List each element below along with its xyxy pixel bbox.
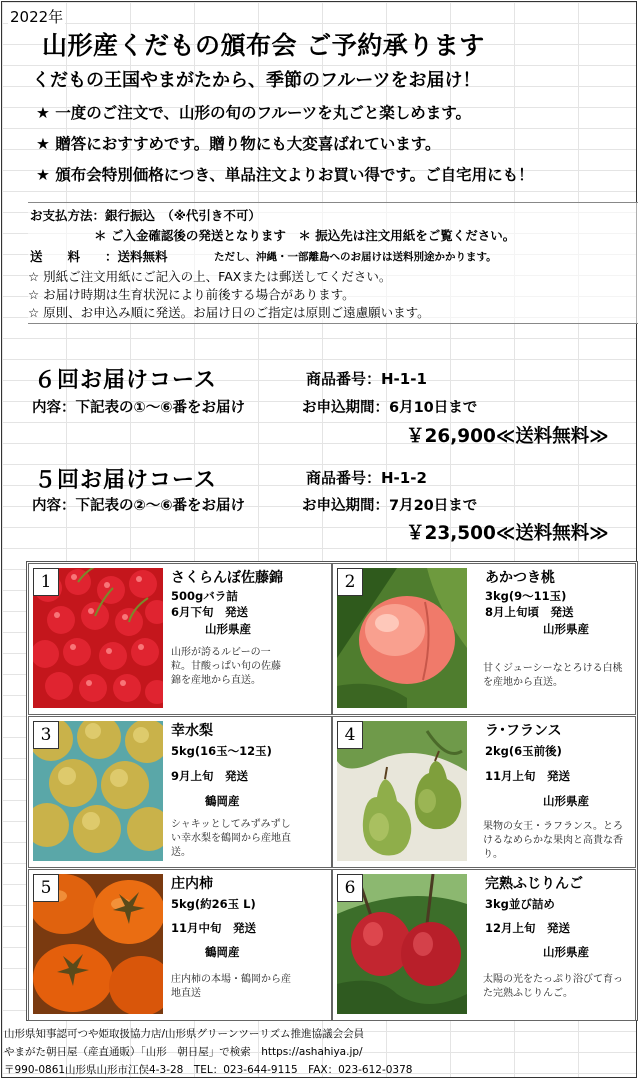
- course-price: ￥23,500≪送料無料≫: [406, 523, 609, 544]
- flyer: [1, 1, 637, 1078]
- course-deadline: お申込期間：6月10日まで: [302, 400, 478, 416]
- note-item: ☆ お届け時期は生育状況により前後する場合があります。: [28, 287, 355, 302]
- course-content: 内容：下記表の②～⑥番をお届け: [32, 498, 246, 514]
- fruit-ship: 8月上旬頃 発送: [485, 605, 574, 619]
- note-item: ☆ 別紙ご注文用紙にご記入の上、FAXまたは郵送してください。: [28, 269, 392, 284]
- payment-note: ＊ ご入金確認後の発送となります ＊ 振込先は注文用紙をご覧ください。: [94, 228, 516, 243]
- fruit-description: 山形が誇るルビーの一粒。甘酸っぱい旬の佐藤錦を産地から直送。: [171, 647, 281, 686]
- fruit-ship: 9月上旬 発送: [171, 769, 249, 783]
- bullet-item: ★ 一度のご注文で、山形の旬のフルーツを丸ごと楽しめます。: [36, 104, 472, 122]
- fruit-name: さくらんぼ佐藤錦: [171, 570, 283, 586]
- payment-method: お支払方法：銀行振込 （※代引き不可）: [30, 208, 261, 223]
- shipping-note: ただし、沖縄・一部離島へのお届けは送料別途かかります。: [214, 251, 497, 263]
- fruit-cell: [332, 716, 636, 868]
- fruit-origin: 鶴岡産: [205, 794, 240, 808]
- fruit-spec: 2kg(6玉前後): [485, 744, 562, 758]
- bullet-item: ★ 贈答におすすめです。贈り物にも大変喜ばれています。: [36, 135, 441, 153]
- fruit-description: 庄内柿の本場・鶴岡から産地直送: [171, 974, 291, 999]
- headline: 山形産くだもの頒布会 ご予約承ります: [42, 31, 485, 60]
- note-item: ☆ 原則、お申込み順に発送。お届け日のご指定は原則ご遠慮願います。: [28, 305, 430, 320]
- fruit-ship: 11月中旬 発送: [171, 921, 257, 935]
- fruit-name: ラ･フランス: [485, 723, 562, 739]
- year-label: 2022年: [10, 8, 64, 26]
- fruit-spec: 5kg(約26玉 L): [171, 897, 256, 911]
- course-price: ￥26,900≪送料無料≫: [406, 426, 609, 447]
- fruit-number: 5: [33, 874, 59, 902]
- fruit-description: 甘くジューシーなとろける白桃を産地から直送。: [483, 663, 623, 688]
- fruit-cell: [28, 869, 332, 1021]
- fruit-description: 果物の女王・ラフランス。とろけるなめらかな果肉と高貴な香り。: [483, 821, 623, 860]
- fruit-origin: 山形県産: [543, 794, 589, 808]
- fruit-name: 完熟ふじりんご: [485, 876, 583, 892]
- footer-shop: やまがた朝日屋（産直通販）「山形 朝日屋」で検索 https://ashahiya.jp/: [4, 1046, 363, 1058]
- notes-box: [28, 202, 638, 324]
- fruit-origin: 山形県産: [205, 622, 251, 636]
- fruit-name: あかつき桃: [485, 570, 555, 586]
- fruit-origin: 山形県産: [543, 945, 589, 959]
- fruit-number: 6: [337, 874, 363, 902]
- course-title: ５回お届けコース: [34, 468, 217, 493]
- fruit-cell: [332, 869, 636, 1021]
- fruit-spec: 5kg(16玉～12玉): [171, 744, 272, 758]
- course-code: 商品番号：H-1-1: [306, 370, 427, 388]
- fruit-number: 1: [33, 568, 59, 596]
- course-code: 商品番号：H-1-2: [306, 469, 427, 487]
- tagline: くだもの王国やまがたから、季節のフルーツをお届け！: [32, 70, 481, 91]
- footer-affiliation: 山形県知事認可つや姫取扱協力店/山形県グリーンツーリズム推進協議会会員: [4, 1028, 365, 1040]
- fruit-origin: 鶴岡産: [205, 945, 240, 959]
- fruit-name: 庄内柿: [171, 876, 213, 892]
- fruit-spec: 3kg(9～11玉): [485, 589, 567, 603]
- fruit-name: 幸水梨: [171, 723, 213, 739]
- fruit-cell: [28, 563, 332, 715]
- course-title: ６回お届けコース: [34, 368, 217, 393]
- fruit-description: シャキッとしてみずみずしい幸水梨を鶴岡から産地直送。: [171, 819, 291, 858]
- fruit-spec: 500gバラ詰: [171, 589, 238, 603]
- footer-address: 〒990-0861山形県山形市江俣4-3-28 TEL：023-644-9115 FAX：023-612-0378: [4, 1064, 413, 1076]
- fruit-grid: [26, 561, 638, 1021]
- fruit-number: 4: [337, 721, 363, 749]
- fruit-description: 太陽の光をたっぷり浴びて育った完熟ふじりんご。: [483, 974, 623, 999]
- fruit-number: 3: [33, 721, 59, 749]
- course-content: 内容：下記表の①～⑥番をお届け: [32, 400, 246, 416]
- fruit-cell: [332, 563, 636, 715]
- bullet-item: ★ 頒布会特別価格につき、単品注文よりお買い得です。ご自宅用にも！: [36, 166, 534, 184]
- course-deadline: お申込期間：7月20日まで: [302, 498, 478, 514]
- fruit-ship: 11月上旬 発送: [485, 769, 571, 783]
- fruit-cell: [28, 716, 332, 868]
- fruit-ship: 6月下旬 発送: [171, 605, 249, 619]
- fruit-spec: 3kg並び詰め: [485, 897, 555, 911]
- shipping-fee: 送 料 ：送料無料: [30, 249, 168, 264]
- fruit-number: 2: [337, 568, 363, 596]
- fruit-origin: 山形県産: [543, 622, 589, 636]
- fruit-ship: 12月上旬 発送: [485, 921, 571, 935]
